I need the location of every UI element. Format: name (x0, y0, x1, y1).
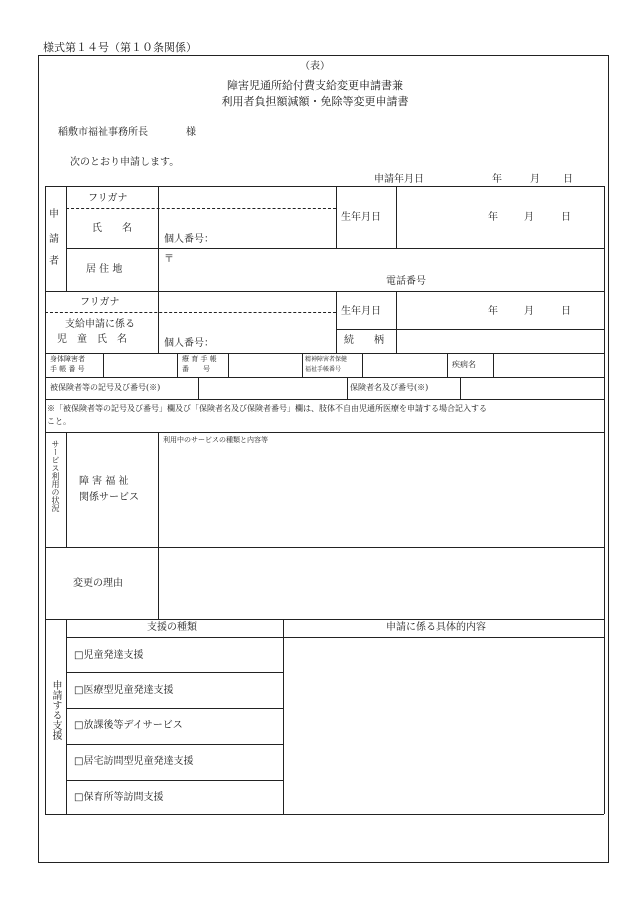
applicant-birth-year: 年 (488, 212, 498, 223)
application-date-year: 年 (492, 174, 502, 185)
service-side-divider (66, 432, 67, 547)
support-detail-header: 申請に係る具体的内容 (386, 622, 486, 633)
child-name-label-line1: 支給申請に係る (65, 319, 135, 330)
child-birth-label: 生年月日 (341, 306, 381, 317)
applicant-birth-day: 日 (561, 212, 571, 223)
child-personal-number-label: 個人番号： (164, 338, 214, 349)
label-column-divider (158, 186, 159, 353)
support-header-bottom (66, 637, 604, 638)
applicant-address-label: 居 住 地 (86, 264, 123, 275)
handbook-divider-4 (302, 353, 303, 377)
child-block-bottom (45, 353, 604, 354)
support-option-line-2 (66, 708, 283, 709)
insurance-divider-2 (347, 377, 348, 399)
applicant-side-char-2: 請 (49, 234, 59, 245)
child-furigana-label: フリガナ (80, 297, 120, 308)
support-side-label: 申請する支援 (50, 680, 61, 740)
applicant-name-label: 氏 名 (92, 223, 132, 234)
service-content-label: 利用中のサービスの種類と内容等 (163, 436, 268, 444)
child-birth-month: 月 (524, 306, 534, 317)
handbook-divider-1 (103, 353, 104, 377)
mental-handbook-label-line2: 福祉手帳番号 (305, 366, 342, 373)
page-side-label: （表） (300, 61, 330, 72)
child-name-label-line2: 児 童 氏 名 (57, 334, 127, 345)
handbook-divider-3 (228, 353, 229, 377)
change-reason-label: 変更の理由 (73, 578, 123, 589)
applicant-side-char-3: 者 (49, 256, 59, 267)
handbook-divider-5 (362, 353, 363, 377)
support-option-line-4 (66, 780, 283, 781)
applicant-side-divider (66, 186, 67, 291)
child-birth-bottom (336, 329, 604, 330)
applicant-name-bottom (66, 248, 604, 249)
child-relationship-label: 続 柄 (344, 335, 384, 346)
addressee: 稲敷市福祉事務所長 (58, 127, 148, 138)
support-option-after-school-day-service[interactable]: □放課後等デイサービス (74, 720, 183, 731)
rehab-handbook-label-line1: 療 育 手 帳 (182, 355, 217, 363)
application-date-label: 申請年月日 (374, 174, 424, 185)
mental-handbook-label-line1: 精神障害者保健 (305, 356, 348, 363)
intro-text: 次のとおり申請します。 (70, 157, 180, 168)
service-usage-label-line2: 関係サービス (79, 492, 139, 503)
insurance-row-bottom (45, 399, 604, 400)
handbook-divider-6 (447, 353, 448, 377)
insurer-name-label: 保険者名及び番号(※) (350, 383, 429, 392)
form-number: 様式第１４号（第１０条関係） (43, 41, 197, 54)
physical-handbook-label-line2: 手 帳 番 号 (50, 365, 85, 373)
service-usage-label-line1: 障 害 福 祉 (79, 476, 129, 487)
birth-label-left-divider (336, 186, 337, 248)
form-title-line2: 利用者負担額減額・免除等変更申請書 (221, 95, 409, 108)
service-block-top (45, 432, 604, 433)
service-block-bottom (45, 547, 604, 548)
disease-label: 疾病名 (452, 360, 476, 369)
application-date-day: 日 (563, 174, 573, 185)
insurance-divider-3 (460, 377, 461, 399)
form-title-line1: 障害児通所給付費支給変更申請書兼 (227, 79, 403, 92)
child-birth-day: 日 (561, 306, 571, 317)
handbook-divider-2 (177, 353, 178, 377)
table-top-border (45, 186, 604, 187)
insurance-divider-1 (198, 377, 199, 399)
insured-number-label: 被保険者等の記号及び番号(※) (50, 383, 161, 392)
applicant-furigana-dashed (66, 208, 336, 209)
form-outer-frame (38, 55, 609, 863)
honorific: 様 (186, 127, 196, 138)
physical-handbook-label-line1: 身体障害者 (50, 355, 85, 363)
applicant-block-bottom (45, 291, 604, 292)
table-left-border (45, 186, 46, 814)
postal-mark: 〒 (164, 254, 174, 265)
applicant-side-char-1: 申 (49, 209, 59, 220)
service-label-divider (158, 432, 159, 619)
support-option-line-1 (66, 672, 283, 673)
support-option-child-development[interactable]: □児童発達支援 (74, 650, 144, 661)
child-furigana-dashed (45, 312, 336, 313)
birth-value-left-divider (396, 186, 397, 248)
support-option-nursery-visit[interactable]: □保育所等訪問支援 (74, 792, 164, 803)
applicant-birth-month: 月 (524, 212, 534, 223)
application-date-month: 月 (530, 174, 540, 185)
support-option-medical-child-development[interactable]: □医療型児童発達支援 (74, 685, 174, 696)
table-bottom-border (45, 814, 604, 815)
insurance-note-line2: こと。 (47, 417, 71, 426)
support-option-home-visit-child-development[interactable]: □居宅訪問型児童発達支援 (74, 756, 194, 767)
support-center-divider (283, 619, 284, 814)
child-birth-label-left (336, 291, 337, 353)
insurance-note-line1: ※「被保険者等の記号及び番号」欄及び「保険者名及び保険者番号」欄は、肢体不自由児通所医療を申請する場合記入する (47, 404, 487, 413)
support-type-header: 支援の種類 (147, 622, 197, 633)
reason-block-bottom (45, 619, 604, 620)
handbook-divider-7 (493, 353, 494, 377)
applicant-personal-number-label: 個人番号： (164, 234, 214, 245)
support-side-divider (66, 619, 67, 814)
service-usage-side-label: サービス利用の状況 (51, 440, 60, 512)
table-right-border (604, 186, 605, 814)
child-birth-year: 年 (488, 306, 498, 317)
applicant-birth-label: 生年月日 (341, 212, 381, 223)
support-option-line-3 (66, 744, 283, 745)
handbook-row-bottom (45, 377, 604, 378)
child-birth-value-left (396, 291, 397, 353)
phone-label: 電話番号 (386, 276, 426, 287)
applicant-furigana-label: フリガナ (88, 193, 128, 204)
rehab-handbook-label-line2: 番 号 (182, 365, 210, 373)
